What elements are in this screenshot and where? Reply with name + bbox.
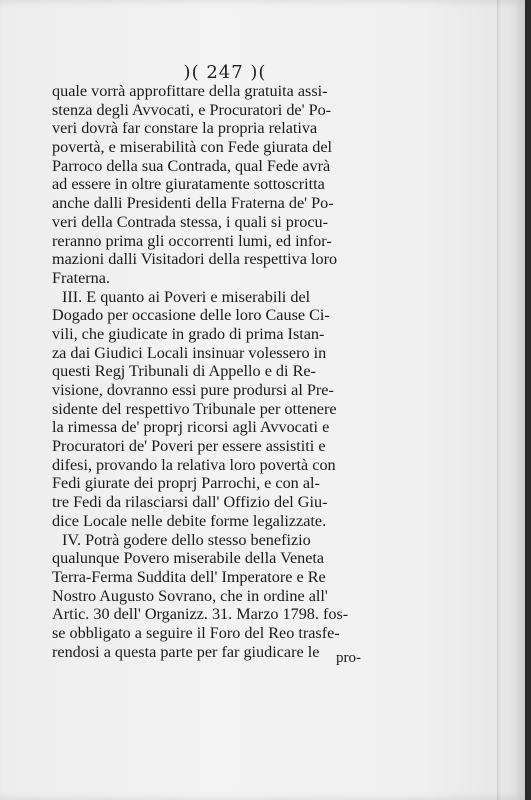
page-number: )( 247 )( xyxy=(183,62,267,83)
text-line: Dogado per occasione delle loro Cause Ci- xyxy=(52,306,330,325)
text-line: difesi, provando la relativa loro povertà con xyxy=(52,455,336,474)
text-line: Artic. 30 dell' Organizz. 31. Marzo 1798. fos- xyxy=(52,605,349,624)
text-line: mazioni dalli Visitadori della respettiva loro xyxy=(52,250,338,269)
text-line: dice Locale nelle debite forme legalizzate. xyxy=(52,511,327,530)
text-line: qualunque Povero miserabile della Veneta xyxy=(52,549,325,568)
text-line: povertà, e miserabilità con Fede giurata del xyxy=(52,138,333,157)
text-line: la rimessa de' proprj ricorsi agli Avvocati e xyxy=(52,418,330,437)
text-line: za dai Giudici Locali insinuar volessero in xyxy=(52,343,327,362)
text-line: veri dovrà far constare la propria relativa xyxy=(52,119,318,138)
paragraph-start-line: III. E quanto ai Poveri e miserabili del xyxy=(62,287,311,306)
text-line: quale vorrà approfittare della gratuita assi- xyxy=(52,82,328,100)
text-line: Parroco della sua Contrada, qual Fede avrà xyxy=(52,156,331,175)
text-line: Fraterna. xyxy=(52,268,110,287)
text-line: visione, dovranno essi pure prodursi al Pre- xyxy=(52,381,334,399)
text-line: tre Fedi da rilasciarsi dall' Offizio del Giu- xyxy=(52,493,328,512)
text-line: Nostro Augusto Sovrano, che in ordine all' xyxy=(52,586,328,605)
text-line: sidente del respettivo Tribunale per ottenere xyxy=(52,399,337,418)
text-line: anche dalli Presidenti della Fraterna de' Po- xyxy=(52,194,334,213)
text-line: stenza degli Avvocati, e Procuratori de' Po- xyxy=(52,100,332,119)
page-fold-shadow xyxy=(497,0,500,800)
text-line: questi Regj Tribunali di Appello e di Re- xyxy=(52,362,316,381)
body-text xyxy=(52,82,392,661)
text-line: veri della Contrada stessa, i quali si procu- xyxy=(52,212,329,231)
text-line: Procuratori de' Poveri per essere assistiti e xyxy=(52,437,326,456)
text-line: ad essere in oltre giuratamente sottoscritta xyxy=(52,175,325,194)
text-line: Fedi giurate dei proprj Parrochi, e con al- xyxy=(52,474,320,493)
text-line: se obbligato a seguire il Foro del Reo trasfe- xyxy=(52,623,340,642)
paragraph-start-line: IV. Potrà godere dello stesso benefizio xyxy=(62,530,311,549)
text-line: vili, che giudicate in grado di prima Istan- xyxy=(52,324,325,343)
catchword: pro- xyxy=(336,650,361,666)
text-line: Terra-Ferma Suddita dell' Imperatore e Re xyxy=(52,567,326,586)
text-line: rendosi a questa parte per far giudicare le xyxy=(52,642,320,661)
text-line: reranno prima gli occorrenti lumi, ed infor- xyxy=(52,231,332,250)
